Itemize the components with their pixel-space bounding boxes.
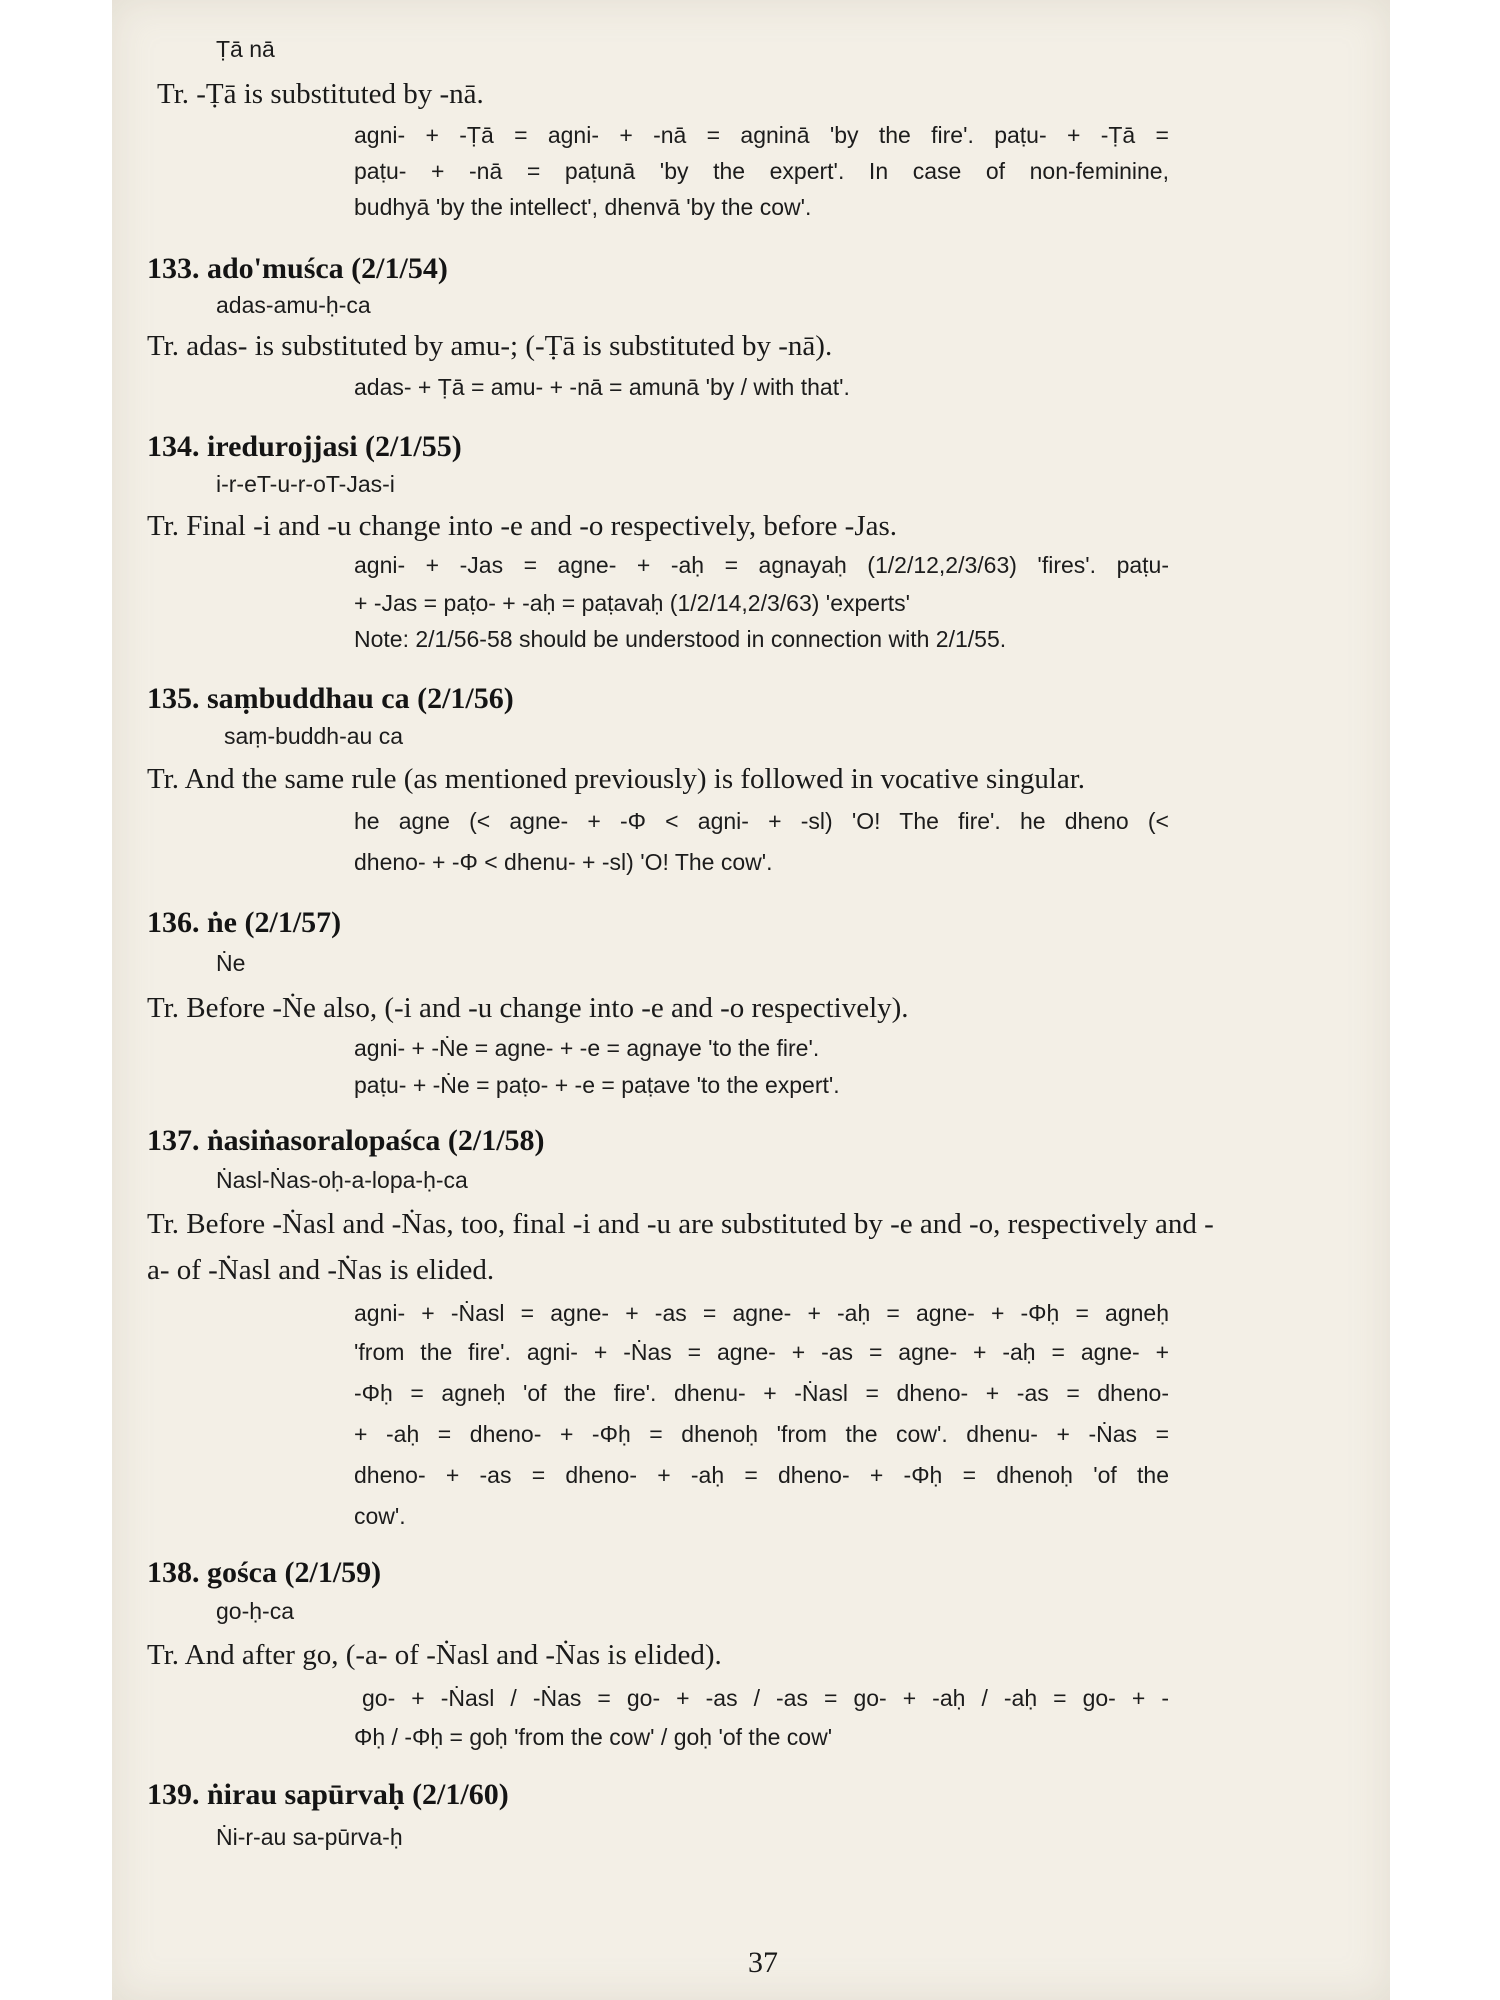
example-line: budhyā 'by the intellect', dhenvā 'by the cow'. bbox=[354, 194, 812, 220]
translation-line: Tr. Before -Ṅe also, (-i and -u change into -e and -o respectively). bbox=[147, 992, 909, 1024]
rule-heading: 138. gośca (2/1/59) bbox=[147, 1556, 382, 1589]
translation-line: a- of -Ṅasl and -Ṅas is elided. bbox=[147, 1254, 495, 1286]
example-line: + -Jas = paṭo- + -aḥ = paṭavaḥ (1/2/14,2/3/63) 'experts' bbox=[354, 590, 911, 616]
rule-analysis: adas-amu-ḥ-ca bbox=[216, 292, 371, 318]
example-line: paṭu- + -Ṅe = paṭo- + -e = paṭave 'to the expert'. bbox=[354, 1072, 840, 1098]
translation-line: Tr. Final -i and -u change into -e and -o respectively, before -Jas. bbox=[147, 510, 898, 542]
rule-analysis: Ṅasl-Ṅas-oḥ-a-lopa-ḥ-ca bbox=[216, 1167, 468, 1193]
example-line: go- + -Ṅasl / -Ṅas = go- + -as / -as = go- + -aḥ / -aḥ = go- + - bbox=[362, 1685, 1169, 1711]
example-line: Φḥ / -Φḥ = goḥ 'from the cow' / goḥ 'of the cow' bbox=[354, 1724, 833, 1750]
translation-line: Tr. And the same rule (as mentioned previously) is followed in vocative singular. bbox=[147, 763, 1086, 795]
note-line: Note: 2/1/56-58 should be understood in connection with 2/1/55. bbox=[354, 626, 1007, 652]
page-number: 37 bbox=[748, 1946, 778, 1979]
example-line: agni- + -Jas = agne- + -aḥ = agnayaḥ (1/2/12,2/3/63) 'fires'. paṭu- bbox=[354, 552, 1169, 578]
example-line: agni- + -Ṭā = agni- + -nā = agninā 'by the fire'. paṭu- + -Ṭā = bbox=[354, 122, 1169, 148]
example-line: dheno- + -Φ < dhenu- + -sl) 'O! The cow'. bbox=[354, 849, 773, 875]
example-line: cow'. bbox=[354, 1503, 406, 1529]
rule-analysis: go-ḥ-ca bbox=[216, 1598, 294, 1624]
translation-line: Tr. And after go, (-a- of -Ṅasl and -Ṅas is elided). bbox=[147, 1639, 722, 1671]
rule-heading: 133. ado'muśca (2/1/54) bbox=[147, 252, 448, 285]
example-line: agni- + -Ṅasl = agne- + -as = agne- + -aḥ = agne- + -Φḥ = agneḥ bbox=[354, 1300, 1169, 1326]
rule-form-line: Ṭā nā bbox=[216, 36, 275, 62]
rule-heading: 137. ṅasiṅasoralopaśca (2/1/58) bbox=[147, 1124, 545, 1157]
rule-heading: 134. iredurojjasi (2/1/55) bbox=[147, 430, 462, 463]
rule-analysis: i-r-eT-u-r-oT-Jas-i bbox=[216, 471, 395, 497]
example-line: + -aḥ = dheno- + -Φḥ = dhenoḥ 'from the cow'. dhenu- + -Ṅas = bbox=[354, 1421, 1169, 1447]
rule-analysis: saṃ-buddh-au ca bbox=[224, 723, 403, 749]
example-line: paṭu- + -nā = paṭunā 'by the expert'. In case of non-feminine, bbox=[354, 158, 1169, 184]
example-line: agni- + -Ṅe = agne- + -e = agnaye 'to the fire'. bbox=[354, 1035, 820, 1061]
rule-analysis: Ṅi-r-au sa-pūrva-ḥ bbox=[216, 1824, 403, 1850]
example-line: -Φḥ = agneḥ 'of the fire'. dhenu- + -Ṅasl = dheno- + -as = dheno- bbox=[354, 1380, 1169, 1406]
rule-heading: 135. saṃbuddhau ca (2/1/56) bbox=[147, 682, 514, 715]
book-page bbox=[112, 0, 1390, 2000]
example-line: he agne (< agne- + -Φ < agni- + -sl) 'O! The fire'. he dheno (< bbox=[354, 808, 1169, 834]
example-line: dheno- + -as = dheno- + -aḥ = dheno- + -Φḥ = dhenoḥ 'of the bbox=[354, 1462, 1169, 1488]
rule-heading: 136. ṅe (2/1/57) bbox=[147, 906, 342, 939]
translation-line: Tr. -Ṭā is substituted by -nā. bbox=[157, 78, 484, 110]
example-line: adas- + Ṭā = amu- + -nā = amunā 'by / with that'. bbox=[354, 374, 850, 400]
rule-analysis: Ṅe bbox=[216, 950, 246, 976]
translation-line: Tr. adas- is substituted by amu-; (-Ṭā is substituted by -nā). bbox=[147, 330, 833, 362]
rule-heading: 139. ṅirau sapūrvaḥ (2/1/60) bbox=[147, 1778, 509, 1811]
example-line: 'from the fire'. agni- + -Ṅas = agne- + -as = agne- + -aḥ = agne- + bbox=[354, 1339, 1169, 1365]
translation-line: Tr. Before -Ṅasl and -Ṅas, too, final -i and -u are substituted by -e and -o, respectively and - bbox=[147, 1208, 1214, 1240]
